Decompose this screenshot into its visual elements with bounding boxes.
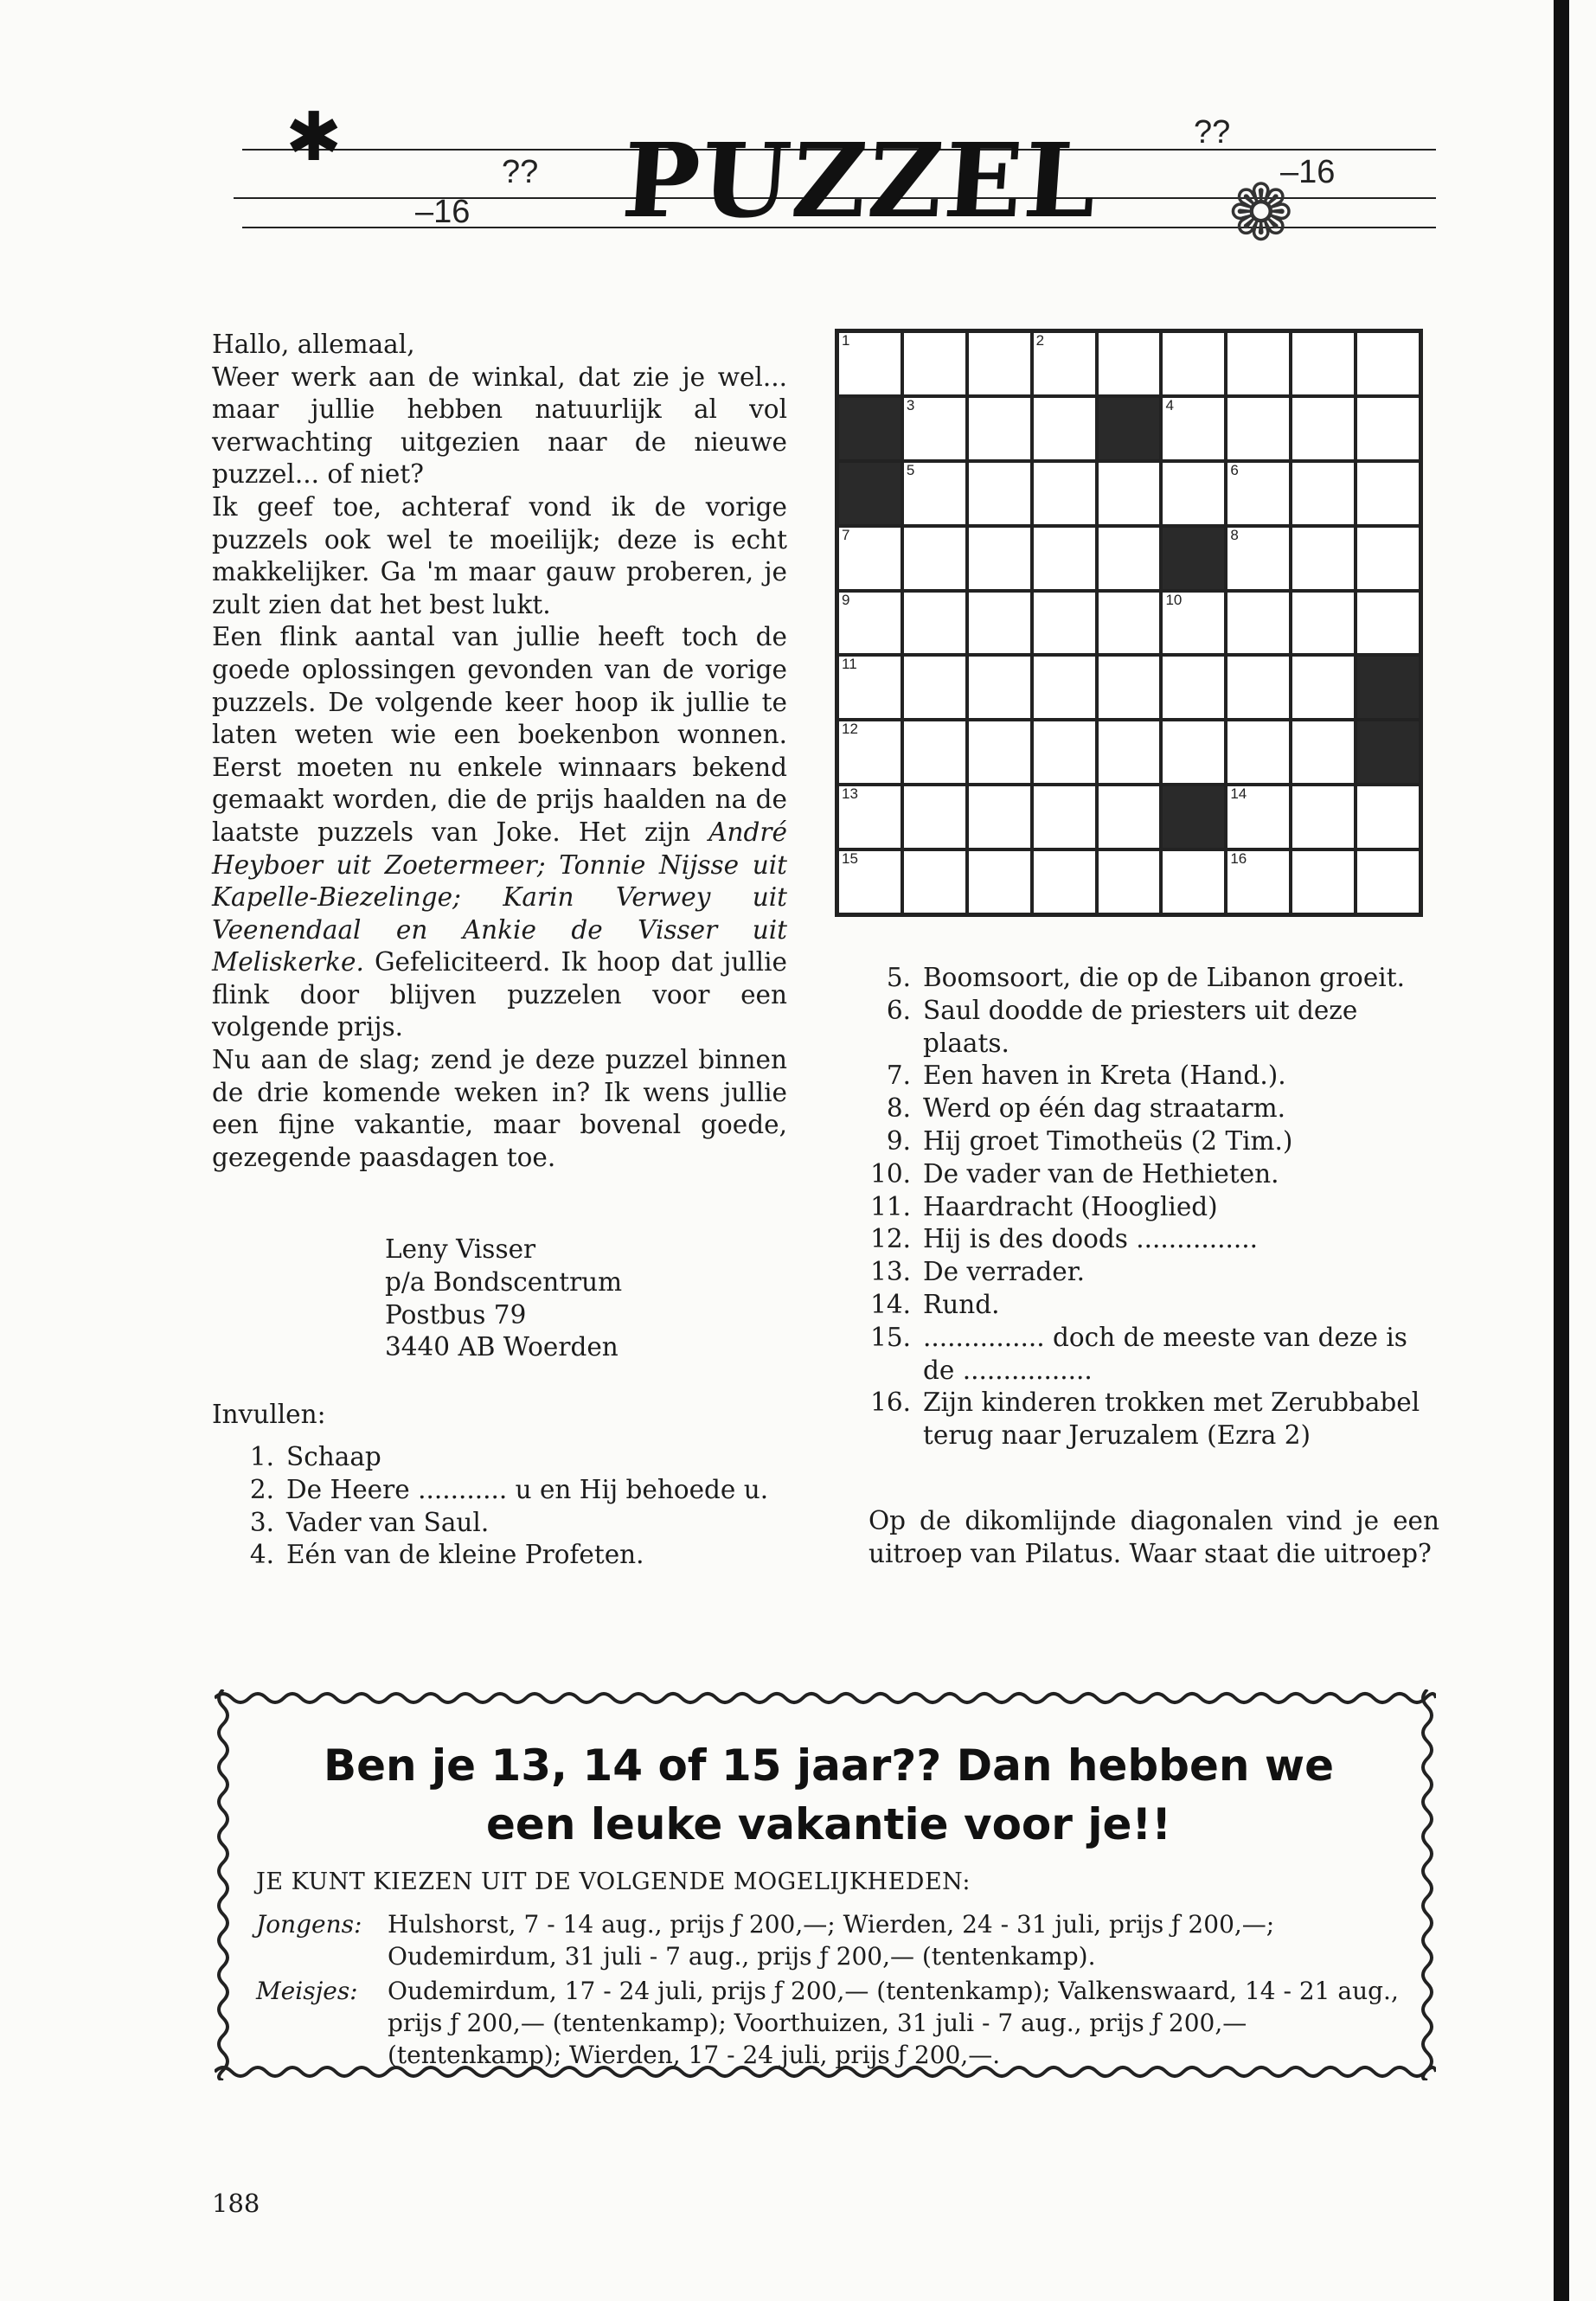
crossword-cell[interactable]	[1291, 849, 1356, 914]
crossword-cell[interactable]	[1161, 655, 1226, 720]
clue-number: 15.	[870, 1322, 911, 1352]
crossword-cell[interactable]	[1032, 591, 1097, 656]
clue-number: 12.	[870, 1224, 911, 1254]
crossword-cell[interactable]	[1161, 591, 1226, 656]
clue-number: 2.	[249, 1474, 274, 1504]
clue-number: 13.	[870, 1257, 911, 1287]
cell-number: 2	[1035, 332, 1045, 349]
intro-text-part: Een flink aantal van jullie heeft toch de goede oplossingen gevonden van de vorige puzzels. De volgende keer hoop ik jullie te laten weten wie een boekenbon wonnen. Eerst moeten nu enkele winnaars bekend gemaakt worden, die de prijs haalden na de laatste puzzels van Joke. Het zijn	[212, 622, 787, 847]
clue-text: Rund.	[923, 1289, 1000, 1319]
clue-item	[852, 1060, 1440, 1093]
clue-number: 14.	[870, 1289, 911, 1319]
crossword-cell[interactable]	[1097, 720, 1162, 785]
crossword-black-cell	[1161, 526, 1226, 591]
clue-item	[852, 1093, 1440, 1125]
crossword-cell[interactable]	[1226, 331, 1291, 396]
clue-text: Boomsoort, die op de Libanon groeit.	[923, 963, 1405, 992]
intro-text	[212, 329, 787, 1174]
crossword-cell[interactable]	[967, 655, 1032, 720]
intro-text-part: Gefeliciteerd. Ik hoop dat jullie flink door blijven puzzelen voor een volgende prijs.	[212, 947, 787, 1042]
crossword-black-cell	[1356, 720, 1420, 785]
diagonal-question: Op de dikomlijnde diagonalen vind je een uitroep van Pilatus. Waar staat die uitroep?	[869, 1506, 1439, 1568]
clue-item	[212, 1441, 787, 1474]
ad-boys-row	[256, 1908, 1415, 1972]
crossword-cell[interactable]	[1226, 849, 1291, 914]
intro-paragraph: Weer werk aan de winkal, dat zie je wel... maar jullie hebben natuurlijk al vol verwachting uitgezien naar de nieuwe puzzel... of niet?	[212, 362, 787, 490]
crossword-cell[interactable]	[967, 720, 1032, 785]
crossword-grid[interactable]	[835, 329, 1423, 917]
clue-number: 16.	[870, 1388, 911, 1418]
crossword-cell[interactable]	[1097, 591, 1162, 656]
clue-text: Werd op één dag straatarm.	[923, 1093, 1285, 1124]
header-right-marks: ??	[1194, 114, 1231, 151]
crossword-cell[interactable]	[837, 591, 902, 656]
cell-number: 13	[842, 785, 858, 803]
cell-number: 15	[842, 850, 858, 868]
crossword-cell[interactable]	[1356, 591, 1420, 656]
crossword-cell[interactable]	[1356, 849, 1420, 914]
clue-number: 8.	[886, 1093, 911, 1124]
crossword-cell[interactable]	[837, 785, 902, 849]
crossword-cell[interactable]	[1032, 720, 1097, 785]
clue-text: Zijn kinderen trokken met Zerubbabel terug naar Jeruzalem (Ezra 2)	[923, 1388, 1420, 1451]
crossword-cell[interactable]	[1097, 849, 1162, 914]
clue-number: 3.	[249, 1507, 274, 1537]
ad-girls-label: Meisjes:	[256, 1977, 358, 2005]
address-line: 3440 AB Woerden	[385, 1332, 619, 1362]
crossword-cell[interactable]	[1291, 720, 1356, 785]
crossword-cell[interactable]	[902, 331, 967, 396]
crossword-cell[interactable]	[1291, 785, 1356, 849]
crossword-black-cell	[1161, 785, 1226, 849]
crossword-cell[interactable]	[1161, 461, 1226, 526]
vacation-advertisement	[215, 1689, 1436, 2080]
cell-number: 5	[906, 461, 915, 478]
crossword-black-cell	[1356, 655, 1420, 720]
crossword-cell[interactable]	[1291, 526, 1356, 591]
crossword-cell[interactable]	[1356, 331, 1420, 396]
crossword-cell[interactable]	[1226, 785, 1291, 849]
crossword-cell[interactable]	[1291, 591, 1356, 656]
clue-item	[852, 1158, 1440, 1191]
crossword-cell[interactable]	[1161, 331, 1226, 396]
address-name: Leny Visser	[385, 1234, 536, 1264]
clue-text: Hij is des doods ...............	[923, 1224, 1258, 1254]
cell-number: 16	[1230, 850, 1247, 868]
crossword-cell[interactable]	[1097, 331, 1162, 396]
crossword-cell[interactable]	[902, 720, 967, 785]
ad-headline-line: een leuke vakantie voor je!!	[486, 1799, 1171, 1849]
crossword-cell[interactable]	[837, 526, 902, 591]
clue-text: Eén van de kleine Profeten.	[286, 1540, 644, 1570]
crossword-cell[interactable]	[1291, 461, 1356, 526]
cell-number: 9	[842, 591, 850, 608]
clue-text: De vader van de Hethieten.	[923, 1158, 1279, 1189]
clue-text: Hij groet Timotheüs (2 Tim.)	[923, 1125, 1293, 1156]
crossword-cell[interactable]	[1291, 331, 1356, 396]
crossword-cell[interactable]	[902, 785, 967, 849]
address-line: Postbus 79	[385, 1299, 527, 1330]
crossword-cell[interactable]	[1226, 591, 1291, 656]
crossword-cell[interactable]	[1032, 849, 1097, 914]
crossword-cell[interactable]	[1097, 655, 1162, 720]
crossword-cell[interactable]	[837, 720, 902, 785]
clue-text: Saul doodde de priesters uit deze plaats.	[923, 995, 1358, 1058]
cell-number: 12	[842, 721, 858, 738]
clue-text: ............... doch de meeste van deze is de ................	[923, 1322, 1407, 1385]
header-right-number: –16	[1280, 154, 1336, 190]
crossword-cell[interactable]	[1097, 461, 1162, 526]
ad-girls-text: Oudemirdum, 17 - 24 juli, prijs ƒ 200,— (tentenkamp); Valkenswaard, 14 - 21 aug., prijs ƒ 200,— (tentenkamp); Voorthuizen, 31 juli - 7 aug., prijs ƒ 200,— (tentenkamp); Wierden, 17 - 24 juli, prijs ƒ 200,—.	[388, 1977, 1399, 2069]
clue-number: 7.	[886, 1061, 911, 1091]
clue-number: 9.	[886, 1125, 911, 1156]
greeting: Hallo, allemaal,	[212, 330, 415, 359]
crossword-cell[interactable]	[1097, 785, 1162, 849]
clue-text: De Heere ........... u en Hij behoede u.	[286, 1474, 769, 1504]
ad-headline	[240, 1736, 1417, 1854]
crossword-cell[interactable]	[967, 396, 1032, 461]
ad-subtitle: JE KUNT KIEZEN UIT DE VOLGENDE MOGELIJKHEDEN:	[256, 1868, 971, 1895]
crossword-cell[interactable]	[902, 461, 967, 526]
clue-item	[852, 1125, 1440, 1158]
crossword-cell[interactable]	[967, 849, 1032, 914]
crossword-cell[interactable]	[1097, 526, 1162, 591]
crossword-cell[interactable]	[1226, 655, 1291, 720]
clue-item	[852, 995, 1440, 1061]
crossword-cell[interactable]	[1226, 461, 1291, 526]
winners-list: André Heyboer uit Zoetermeer; Tonnie Nijsse uit Kapelle-Biezelinge; Karin Verwey uit Veenendaal en Ankie de Visser uit Meliskerke.	[212, 817, 787, 977]
crossword-cell[interactable]	[1032, 331, 1097, 396]
crossword-cell[interactable]	[1356, 396, 1420, 461]
cell-number: 4	[1165, 396, 1174, 413]
crossword-cell[interactable]	[1161, 720, 1226, 785]
crossword-cell[interactable]	[837, 849, 902, 914]
wavy-border-left	[215, 1689, 232, 2080]
crossword-cell[interactable]	[967, 591, 1032, 656]
clue-item	[212, 1474, 787, 1507]
crossword-cell[interactable]	[1226, 396, 1291, 461]
crossword-cell[interactable]	[1161, 849, 1226, 914]
clue-item	[852, 1322, 1440, 1388]
crossword-cell[interactable]	[902, 526, 967, 591]
cell-number: 1	[842, 332, 850, 349]
address-line: p/a Bondscentrum	[385, 1266, 623, 1297]
clue-text: Vader van Saul.	[286, 1507, 490, 1537]
crossword-black-cell	[837, 396, 902, 461]
crossword-cell[interactable]	[1356, 785, 1420, 849]
crossword-cell[interactable]	[1226, 526, 1291, 591]
page-edge-bar	[1554, 0, 1569, 2301]
clue-item	[852, 1223, 1440, 1256]
crossword-cell[interactable]	[1032, 526, 1097, 591]
clue-number: 5.	[886, 963, 911, 992]
intro-paragraph	[212, 621, 787, 1044]
crossword-cell[interactable]	[902, 591, 967, 656]
clue-list-right	[852, 962, 1440, 1452]
crossword-cell[interactable]	[1032, 655, 1097, 720]
clue-item	[852, 962, 1440, 995]
clue-number: 10.	[870, 1158, 911, 1189]
clue-item	[852, 1289, 1440, 1322]
clue-number: 6.	[886, 995, 911, 1025]
crossword-black-cell	[1097, 396, 1162, 461]
crossword-cell[interactable]	[967, 785, 1032, 849]
ad-headline-line: Ben je 13, 14 of 15 jaar?? Dan hebben we	[324, 1740, 1334, 1791]
address-block	[385, 1234, 622, 1364]
clue-text: Een haven in Kreta (Hand.).	[923, 1061, 1286, 1091]
intro-paragraph: Nu aan de slag; zend je deze puzzel binnen de drie komende weken in? Ik wens jullie een fijne vakantie, maar bovenal goede, gezegende paasdagen toe.	[212, 1045, 787, 1172]
clue-number: 1.	[249, 1442, 274, 1471]
page-title: PUZZEL	[619, 120, 1102, 240]
crossword-cell[interactable]	[967, 526, 1032, 591]
puzzle-header	[208, 95, 1436, 268]
crossword-cell[interactable]	[837, 655, 902, 720]
page-number: 188	[212, 2189, 260, 2218]
cell-number: 7	[842, 526, 850, 543]
crossword-cell[interactable]	[1356, 461, 1420, 526]
crossword-cell[interactable]	[1032, 396, 1097, 461]
ad-boys-label: Jongens:	[256, 1910, 362, 1939]
crossword-cell[interactable]	[902, 849, 967, 914]
crossword-cell[interactable]	[1226, 720, 1291, 785]
clue-item	[852, 1191, 1440, 1224]
clue-text: Schaap	[286, 1442, 381, 1471]
clue-text: Haardracht (Hooglied)	[923, 1191, 1218, 1221]
flower-ornament-icon: ❁	[1228, 168, 1294, 259]
clue-number: 11.	[870, 1191, 911, 1221]
intro-paragraph: Ik geef toe, achteraf vond ik de vorige puzzels ook wel te moeilijk; deze is echt makkelijker. Ga 'm maar gauw proberen, je zult zien dat het best lukt.	[212, 491, 787, 619]
wavy-border-top	[215, 1689, 1436, 1707]
cell-number: 8	[1230, 526, 1239, 543]
cell-number: 3	[906, 396, 915, 413]
crossword-cell[interactable]	[902, 396, 967, 461]
clue-text: De verrader.	[923, 1257, 1085, 1287]
crossword-cell[interactable]	[1356, 526, 1420, 591]
crossword-cell[interactable]	[967, 331, 1032, 396]
clue-list-left	[212, 1441, 787, 1572]
header-left-marks: ??	[502, 154, 539, 190]
clue-number: 4.	[249, 1540, 274, 1570]
header-left-number: –16	[415, 194, 471, 230]
crossword-cell[interactable]	[1032, 785, 1097, 849]
crossword-cell[interactable]	[967, 461, 1032, 526]
invullen-label: Invullen:	[212, 1400, 326, 1429]
crossword-cell[interactable]	[1032, 461, 1097, 526]
clue-item	[852, 1256, 1440, 1289]
crossword-cell[interactable]	[1291, 655, 1356, 720]
crossword-black-cell	[837, 461, 902, 526]
crossword-cell[interactable]	[1291, 396, 1356, 461]
clue-item	[212, 1539, 787, 1572]
crossword-cell[interactable]	[837, 331, 902, 396]
star-ornament-icon: ✱	[285, 99, 343, 176]
cell-number: 6	[1230, 461, 1239, 478]
crossword-cell[interactable]	[902, 655, 967, 720]
cell-number: 14	[1230, 785, 1247, 803]
cell-number: 10	[1165, 591, 1183, 608]
clue-item	[212, 1507, 787, 1540]
wavy-border-right	[1419, 1689, 1436, 2080]
crossword-cell[interactable]	[1161, 396, 1226, 461]
ad-boys-text: Hulshorst, 7 - 14 aug., prijs ƒ 200,—; Wierden, 24 - 31 juli, prijs ƒ 200,—; Oudemirdum, 31 juli - 7 aug., prijs ƒ 200,— (tentenkamp).	[388, 1910, 1275, 1971]
cell-number: 11	[842, 656, 857, 673]
ad-girls-row	[256, 1975, 1415, 2071]
clue-item	[852, 1387, 1440, 1452]
